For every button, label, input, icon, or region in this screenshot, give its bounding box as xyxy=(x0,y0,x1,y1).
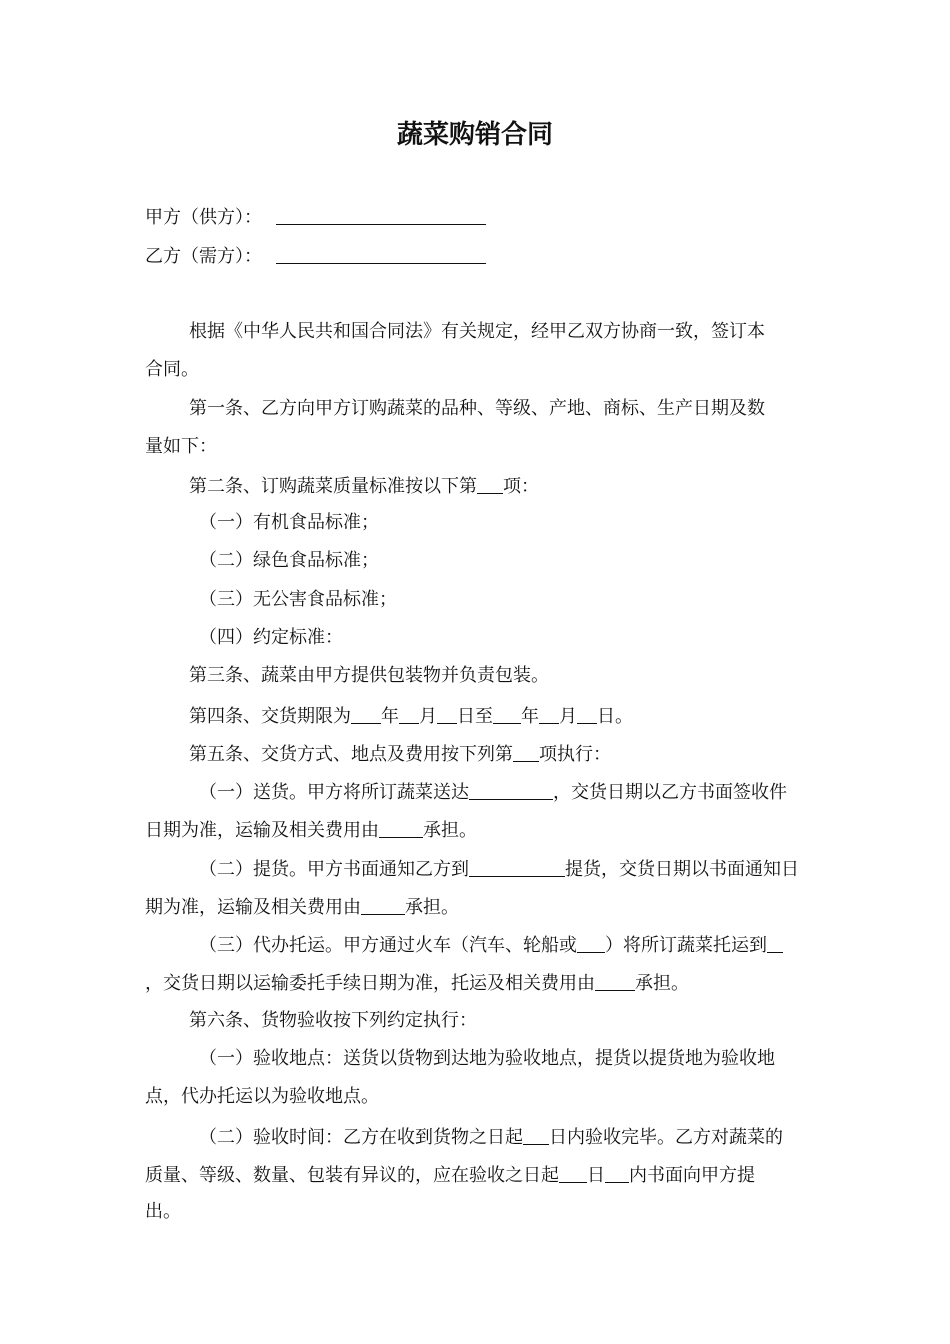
item-number-blank xyxy=(477,473,503,494)
delivery-option-2-text-4: 承担。 xyxy=(405,897,459,918)
inspection-location-line-1 xyxy=(145,1047,864,1071)
delivery-option-1-text: （一）送货。甲方将所订蔬菜送达 xyxy=(199,782,469,803)
inspection-time-text-5: 出。 xyxy=(145,1201,181,1222)
blank xyxy=(539,703,559,724)
party-b-line xyxy=(145,243,810,269)
article-3-text: 第三条、蔬菜由甲方提供包装物并负责包装。 xyxy=(189,665,549,686)
blank xyxy=(513,741,539,762)
preamble-text-2: 合同。 xyxy=(145,359,199,380)
article-2-text-end: 项： xyxy=(503,476,539,497)
day-label: 日。 xyxy=(597,706,633,727)
blank xyxy=(399,703,419,724)
blank xyxy=(361,894,405,915)
delivery-option-1-text-2: ，交货日期以乙方书面签收件 xyxy=(553,782,787,803)
inspection-location-text: （一）验收地点：送货以货物到达地为验收地点，提货以提货地为验收地 xyxy=(199,1048,775,1069)
delivery-option-3-text-4: 承担。 xyxy=(635,973,689,994)
inspection-time-text-3: 质量、等级、数量、包装有异议的，应在验收之日起 xyxy=(145,1165,559,1186)
standard-item-3-text: （三）无公害食品标准； xyxy=(199,589,397,610)
standard-item-3 xyxy=(145,588,864,612)
year-label: 年 xyxy=(381,706,399,727)
party-a-label: 甲方（供方）： xyxy=(145,207,262,228)
party-a-blank xyxy=(276,204,486,225)
blank xyxy=(469,856,565,877)
inspection-location-text-2: 点，代办托运以为验收地点。 xyxy=(145,1086,379,1107)
inspection-location-line-2 xyxy=(145,1085,810,1109)
preamble-text-1: 根据《中华人民共和国合同法》有关规定，经甲乙双方协商一致，签订本 xyxy=(189,321,765,342)
blank xyxy=(469,779,553,800)
inspection-time-line-1 xyxy=(145,1124,864,1150)
standard-item-4 xyxy=(145,626,864,650)
delivery-option-1-line-2 xyxy=(145,817,810,843)
article-1-text-1: 第一条、乙方向甲方订购蔬菜的品种、等级、产地、商标、生产日期及数 xyxy=(189,398,765,419)
day-to-label: 日至 xyxy=(457,706,493,727)
standard-item-1-text: （一）有机食品标准； xyxy=(199,512,379,533)
blank xyxy=(351,703,381,724)
article-2-text: 第二条、订购蔬菜质量标准按以下第 xyxy=(189,476,477,497)
delivery-option-2-text-2: 提货，交货日期以书面通知日 xyxy=(565,859,799,880)
month-label: 月 xyxy=(559,706,577,727)
blank xyxy=(437,703,457,724)
delivery-option-1-text-4: 承担。 xyxy=(423,820,477,841)
article-5-text: 第五条、交货方式、地点及费用按下列第 xyxy=(189,744,513,765)
standard-item-2-text: （二）绿色食品标准； xyxy=(199,550,379,571)
delivery-option-1-text-3: 日期为准，运输及相关费用由 xyxy=(145,820,379,841)
inspection-time-line-2 xyxy=(145,1162,810,1188)
preamble-line-2 xyxy=(145,358,810,382)
blank xyxy=(595,970,635,991)
article-6-text: 第六条、货物验收按下列约定执行： xyxy=(189,1010,477,1031)
article-1-text-2: 量如下： xyxy=(145,436,217,457)
blank xyxy=(605,1162,629,1183)
preamble-line-1 xyxy=(145,320,854,344)
inspection-time-text: （二）验收时间：乙方在收到货物之日起 xyxy=(199,1127,523,1148)
article-5-text-end: 项执行： xyxy=(539,744,611,765)
blank xyxy=(379,817,423,838)
delivery-option-3-text-2: ）将所订蔬菜托运到 xyxy=(605,935,767,956)
blank xyxy=(493,703,521,724)
year-label: 年 xyxy=(521,706,539,727)
article-6-line xyxy=(145,1009,854,1033)
standard-item-4-text: （四）约定标准： xyxy=(199,627,343,648)
inspection-time-line-3 xyxy=(145,1200,810,1224)
standard-item-1 xyxy=(145,511,864,535)
party-b-label: 乙方（需方）： xyxy=(145,246,262,267)
delivery-option-2-text: （二）提货。甲方书面通知乙方到 xyxy=(199,859,469,880)
delivery-option-2-line-2 xyxy=(145,894,810,920)
article-5-line xyxy=(145,741,854,767)
party-b-blank xyxy=(276,243,486,264)
blank xyxy=(523,1124,549,1145)
article-4-line xyxy=(145,703,854,729)
article-4-text: 第四条、交货期限为 xyxy=(189,706,351,727)
delivery-option-3-line-2 xyxy=(145,970,810,996)
delivery-option-3-line-1 xyxy=(145,932,864,958)
article-3-line xyxy=(145,664,854,688)
delivery-option-1-line-1 xyxy=(145,779,864,805)
delivery-option-2-text-3: 期为准，运输及相关费用由 xyxy=(145,897,361,918)
delivery-option-3-text: （三）代办托运。甲方通过火车（汽车、轮船或 xyxy=(199,935,577,956)
month-label: 月 xyxy=(419,706,437,727)
article-1-line-1 xyxy=(145,397,854,421)
inspection-time-text-4: 内书面向甲方提 xyxy=(629,1165,755,1186)
delivery-option-3-text-3: ，交货日期以运输委托手续日期为准，托运及相关费用由 xyxy=(145,973,595,994)
blank xyxy=(767,932,783,953)
article-1-line-2 xyxy=(145,435,810,459)
blank xyxy=(577,703,597,724)
day-label: 日 xyxy=(587,1165,605,1186)
delivery-option-2-line-1 xyxy=(145,856,864,882)
party-a-line xyxy=(145,204,810,230)
contract-title: 蔬菜购销合同 xyxy=(396,120,553,150)
inspection-time-text-2: 日内验收完毕。乙方对蔬菜的 xyxy=(549,1127,783,1148)
standard-item-2 xyxy=(145,549,864,573)
blank xyxy=(559,1162,587,1183)
blank xyxy=(577,932,605,953)
article-2-line xyxy=(145,473,854,499)
